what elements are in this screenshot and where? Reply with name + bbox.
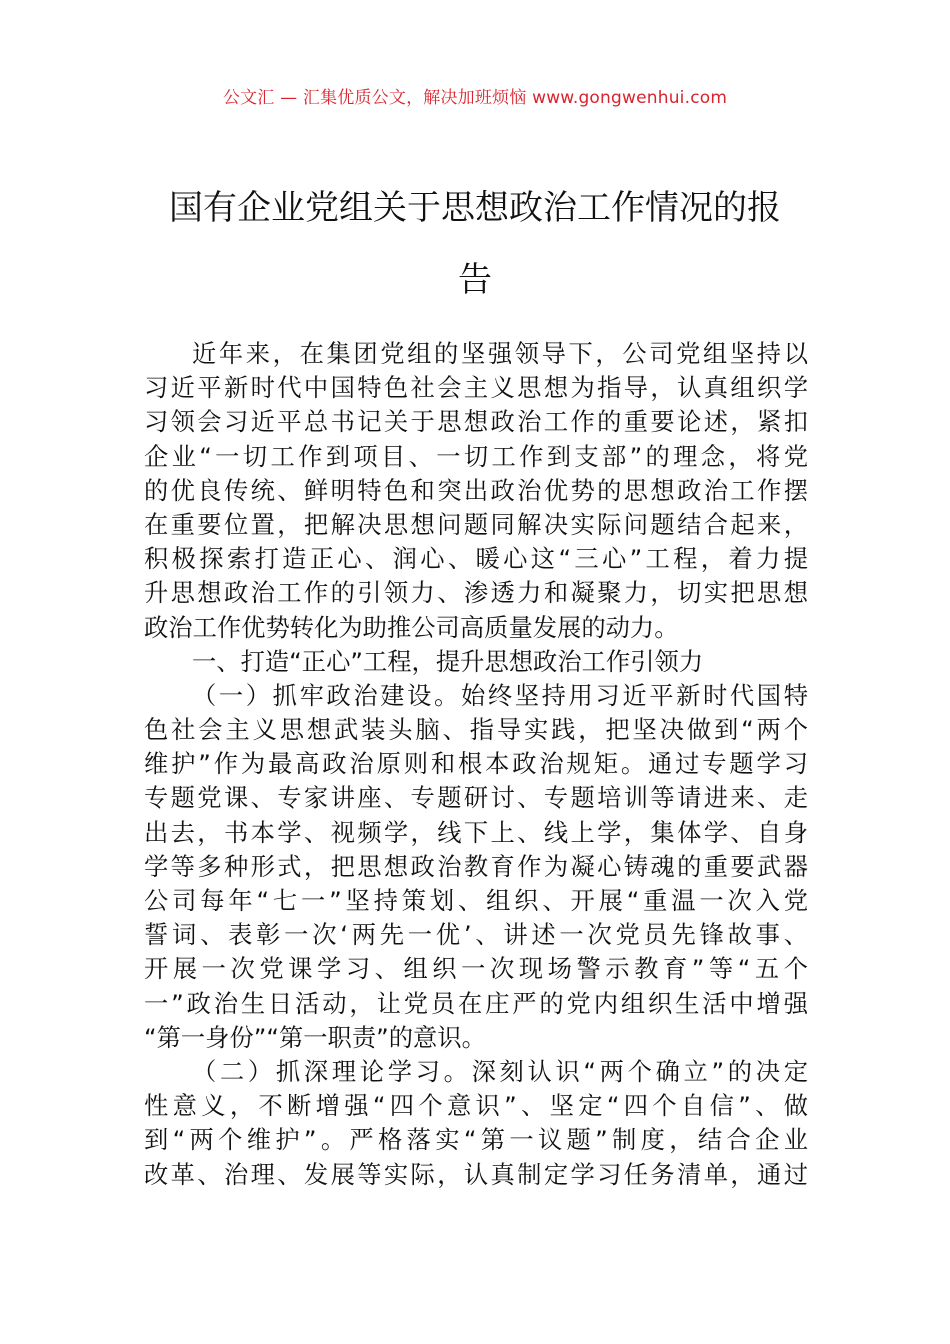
section-heading: 一、打造“正心”工程，提升思想政治工作引领力 — [192, 646, 704, 676]
subsection-2-line: 性意义，不断增强“四个意识”、坚定“四个自信”、做 — [144, 1091, 808, 1121]
subsection-1-line: “第一身份”“第一职责”的意识。 — [144, 1022, 486, 1052]
subsection-2-line: （二）抓深理论学习。深刻认识“两个确立”的决定 — [192, 1056, 808, 1086]
subsection-1-line: 开展一次党课学习、组织一次现场警示教育”等“五个 — [144, 954, 808, 984]
subsection-1-line: 誓词、表彰一次‘两先一优’、讲述一次党员先锋故事、 — [144, 920, 808, 950]
document-body — [144, 337, 808, 1192]
intro-line: 习领会习近平总书记关于思想政治工作的重要论述，紧扣 — [144, 407, 808, 437]
intro-line: 的优良传统、鲜明特色和突出政治优势的思想政治工作摆 — [144, 475, 808, 505]
site-banner: 公文汇 — 汇集优质公文，解决加班烦恼 www.gongwenhui.com — [222, 88, 728, 108]
intro-line: 习近平新时代中国特色社会主义思想为指导，认真组织学 — [144, 373, 808, 403]
document-title — [140, 172, 810, 316]
subsection-1-line: 一”政治生日活动，让党员在庄严的党内组织生活中增强 — [144, 988, 808, 1018]
subsection-1-line: 出去，书本学、视频学，线下上、线上学，集体学、自身 — [144, 817, 808, 847]
subsection-2-line: 到“两个维护”。严格落实“第一议题”制度，结合企业 — [144, 1125, 808, 1155]
subsection-1-line: 专题党课、专家讲座、专题研讨、专题培训等请进来、走 — [144, 783, 808, 813]
subsection-1-line: （一）抓牢政治建设。始终坚持用习近平新时代国特 — [192, 680, 808, 710]
subsection-1-line: 公司每年“七一”坚持策划、组织、开展“重温一次入党 — [144, 886, 808, 915]
intro-line: 企业“一切工作到项目、一切工作到支部”的理念，将党 — [144, 441, 808, 471]
subsection-2-line: 改革、治理、发展等实际，认真制定学习任务清单，通过 — [144, 1159, 808, 1189]
intro-line: 在重要位置，把解决思想问题同解决实际问题结合起来， — [144, 509, 808, 539]
intro-line: 升思想政治工作的引领力、渗透力和凝聚力，切实把思想 — [144, 578, 808, 608]
subsection-1-line: 维护”作为最高政治原则和根本政治规矩。通过专题学习 — [144, 749, 808, 779]
intro-line: 积极探索打造正心、润心、暖心这“三心”工程，着力提 — [144, 544, 808, 574]
subsection-1-line: 色社会主义思想武装头脑、指导实践，把坚决做到“两个 — [144, 715, 808, 745]
intro-line: 政治工作优势转化为助推公司高质量发展的动力。 — [144, 612, 679, 642]
title-line-2: 告 — [458, 260, 492, 300]
subsection-1-line: 学等多种形式，把思想政治教育作为凝心铸魂的重要武器 — [144, 851, 808, 881]
intro-line: 近年来，在集团党组的坚强领导下，公司党组坚持以 — [192, 339, 808, 368]
title-line-1: 国有企业党组关于思想政治工作情况的报 — [169, 188, 781, 228]
